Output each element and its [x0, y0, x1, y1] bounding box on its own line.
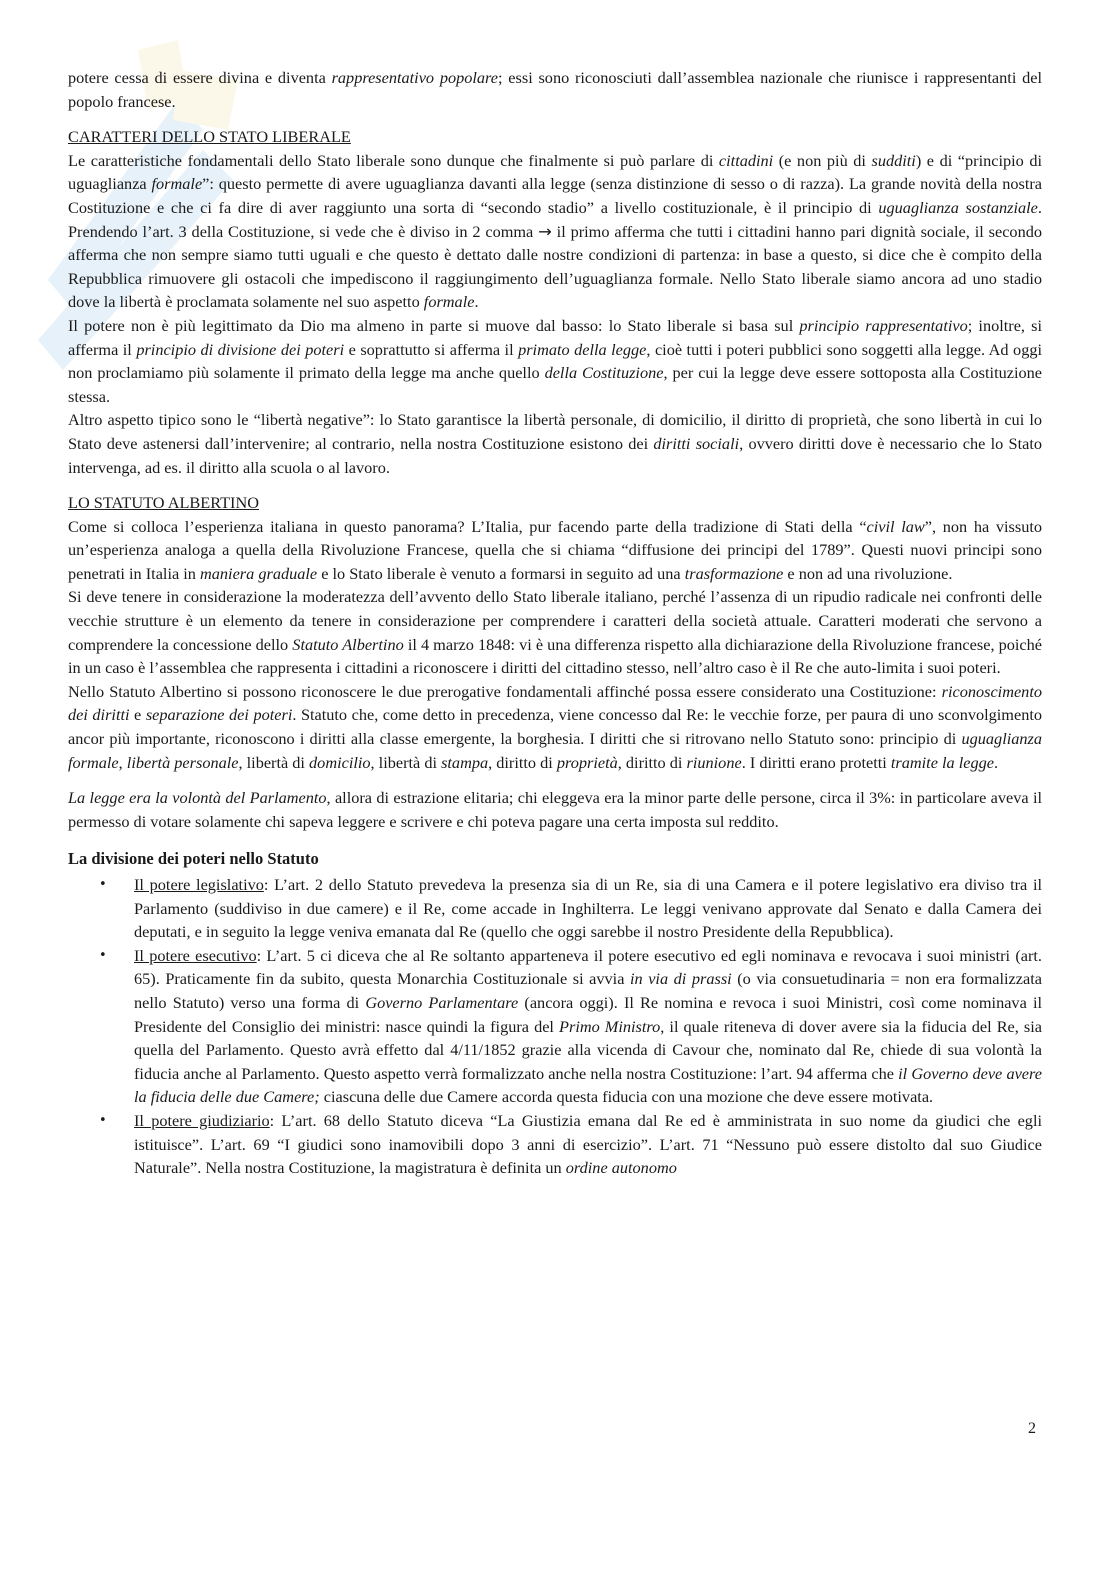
text-run: ; essi sono riconosciuti dall’assemblea nazionale che riunisce i rappresentanti del popolo francese. — [68, 68, 1042, 111]
text-run: il 4 marzo 1848: vi è una differenza rispetto alla dichiarazione della Rivoluzione francese, poiché in un caso è l’assemblea che rappresenta i cittadini a riconoscere i diritti del cittadino stesso, nell’altro caso è il Re che auto-limita i suoi poteri. — [68, 634, 1042, 678]
text-run: . — [993, 752, 999, 772]
text-run: , libertà di — [238, 752, 310, 772]
italic-text: stampa — [441, 752, 489, 772]
italic-text: sudditi — [871, 150, 916, 170]
italic-text: trasformazione — [684, 563, 784, 583]
text-run: ) e di “principio di uguaglianza — [68, 150, 1043, 194]
italic-text: ordine autonomo — [565, 1158, 677, 1178]
italic-text: civil law — [866, 516, 925, 536]
italic-text: riunione — [686, 752, 742, 772]
text-run: . Statuto che, come detto in precedenza, viene concesso dal Re: le vecchie forze, per paura di uno sconvolgimento ancor più importante, riconoscono i diritti alla classe emergente, la borghesia. I diritti che si ritrovano nello Statuto sono: principio di — [68, 705, 1043, 749]
italic-text: in via di prassi — [629, 969, 732, 989]
text-run: e soprattutto si afferma il — [344, 339, 519, 359]
text-run: (o via consuetudinaria = non era formalizzata nello Statuto) verso una forma di — [134, 969, 1042, 1012]
paragraph — [68, 680, 1042, 774]
text-run: Come si colloca l’esperienza italiana in questo panorama? L’Italia, pur facendo parte della tradizione di Stati della “ — [68, 516, 867, 536]
text-run: e lo Stato liberale è venuto a formarsi in seguito ad una — [317, 563, 685, 583]
italic-text: formale — [151, 174, 203, 194]
text-run: , per cui la legge deve essere sottoposta alla Costituzione stessa. — [68, 363, 1042, 406]
page-number: 2 — [1028, 1420, 1036, 1437]
text-run: . — [474, 292, 479, 312]
italic-text: formale — [423, 292, 475, 312]
italic-text: della Costituzione — [544, 363, 664, 383]
text-run: Nello Statuto Albertino si possono riconoscere le due prerogative fondamentali affinché possa essere considerato una Costituzione: — [68, 681, 942, 701]
section-heading: LO STATUTO ALBERTINO — [68, 493, 259, 513]
paragraph — [68, 314, 1042, 408]
italic-text: rappresentativo popolare — [331, 68, 499, 87]
underlined-term: Il potere esecutivo — [134, 945, 257, 965]
paragraph — [68, 66, 1042, 113]
italic-text: diritti sociali — [653, 433, 740, 453]
text-run: (e non più di — [773, 150, 872, 170]
text-run: ”: questo permette di avere uguaglianza davanti alla legge (senza distinzione di sesso o di razza). La grande novità della nostra Costituzione e che ci fa dire di aver raggiunto una sorta di “secondo stadio” a livello costituzionale, è il principio di — [68, 174, 1042, 217]
italic-text: domicilio — [309, 752, 371, 772]
text-run: Il potere non è più legittimato da Dio ma almeno in parte si muove dal basso: lo Stato liberale si basa sul — [68, 315, 800, 335]
text-run: , diritto di — [488, 752, 557, 772]
text-run: ; inoltre, si afferma il — [68, 315, 1043, 359]
bullet-icon: • — [99, 877, 107, 892]
text-run: , il quale riteneva di dover avere sia la fiducia del Re, sia quella del Parlamento. Questo avrà effetto dal 4/11/1852 grazie alla vicenda di Cavour che, nominato dal Re, chiede di sua volontà la fiducia anche al Parlamento. Questo aspetto verrà formalizzato anche nella nostra Costituzione: l’art. 94 afferma che — [134, 1016, 1042, 1083]
text-run: Altro aspetto tipico sono le “libertà negative”: lo Stato garantisce la libertà personale, di domicilio, il diritto di proprietà, che sono libertà in cui lo Stato deve astenersi dall’intervenire; al contrario, nella nostra Costituzione esistono dei — [68, 410, 1042, 453]
text-run: il primo afferma che tutti i cittadini hanno pari dignità sociale, il secondo afferma che non sempre siamo tutti uguali e che questo è dettato dalle nostre condizioni di partenza: in base a questo, si dice che è compito della Repubblica rimuovere gli ostacoli che impediscono il raggiungimento dell’uguaglianza formale. Nello Stato liberale siamo ancora ad uno stadio dove la libertà è proclamata solamente nel suo aspetto — [68, 221, 1042, 312]
italic-text: cittadini — [718, 150, 774, 170]
paragraph — [68, 585, 1042, 679]
italic-text: Statuto Albertino — [292, 634, 404, 654]
italic-text: separazione dei poteri — [145, 705, 293, 725]
document-page — [68, 66, 1042, 1180]
bullet-icon: • — [99, 947, 107, 963]
italic-text: il Governo deve avere la fiducia delle due Camere; — [134, 1063, 1042, 1107]
text-run: , diritto di — [617, 752, 687, 772]
subsection-heading: La divisione dei poteri nello Statuto — [68, 849, 319, 869]
italic-text: principio di divisione dei poteri — [136, 339, 345, 359]
italic-text: tramite la legge — [890, 752, 994, 772]
text-run: ”, non ha vissuto un’esperienza analoga a quella della Rivoluzione Francese, quella che si chiama “diffusione dei principi del 1789”. Questi nuovi principi sono penetrati in Italia in — [68, 516, 1042, 583]
list-item — [68, 944, 1042, 1109]
underlined-term: Il potere legislativo — [134, 875, 264, 894]
italic-text: uguaglianza formale — [68, 729, 1042, 772]
italic-text: uguaglianza sostanziale — [878, 197, 1038, 217]
bullet-icon: • — [99, 1112, 107, 1128]
text-run: : L’art. 5 ci diceva che al Re soltanto apparteneva il potere esecutivo ed egli nominava e revocava i suoi ministri (art. 65). Praticamente fin da subito, questa Monarchia Costituzionale si avvia — [134, 945, 1043, 989]
section-heading: CARATTERI DELLO STATO LIBERALE — [68, 127, 351, 147]
paragraph — [68, 149, 1042, 314]
paragraph — [68, 515, 1042, 586]
italic-text: proprietà — [556, 752, 618, 772]
arrow-right-icon: → — [538, 221, 552, 241]
text-run: : L’art. 2 dello Statuto prevedeva la presenza sia di un Re, sia di una Camera e il potere legislativo era diviso tra il Parlamento (suddiviso in due camere) e il Re, come accade in Inghilterra. Le leggi venivano approvate dal Senato e dalla Camera dei deputati, e in seguito la legge veniva emanata dal Re (quello che oggi sarebbe il nostro Presidente della Repubblica). — [134, 875, 1042, 942]
text-run: e — [129, 705, 146, 725]
text-run: . Prendendo l’art. 3 della Costituzione, si vede che è diviso in 2 comma — [68, 197, 1042, 241]
text-run: potere cessa di essere divina e diventa — [68, 68, 332, 87]
text-run: , — [118, 752, 127, 772]
italic-text: Primo Ministro — [559, 1016, 661, 1036]
text-run: Le caratteristiche fondamentali dello Stato liberale sono dunque che finalmente si può parlare di — [68, 150, 719, 170]
text-run: . I diritti erano protetti — [741, 752, 891, 772]
text-run: : L’art. 68 dello Statuto diceva “La Giustizia emana dal Re ed è amministrata in suo nome da giudici che egli istituisce”. L’art. 69 “I giudici sono inamovibili dopo 3 anni di esercizio”. L’art. 71 “Nessuno può essere distolto dal suo Giudice Naturale”. Nella nostra Costituzione, la magistratura è definita un — [134, 1110, 1042, 1178]
text-run: e non ad una rivoluzione. — [783, 563, 953, 583]
italic-text: libertà personale — [126, 752, 239, 772]
underlined-term: Il potere giudiziario — [134, 1110, 270, 1130]
text-run: Si deve tenere in considerazione la moderatezza dell’avvento dello Stato liberale italiano, perché l’assenza di un ripudio radicale nei confronti delle vecchie strutture è un elemento da tenere in considerazione per comprendere i caratteri della società attuale. Caratteri moderati che servono a comprendere la concessione dello — [68, 587, 1042, 654]
italic-text: principio rappresentativo — [799, 315, 968, 335]
text-run: , libertà di — [370, 752, 442, 772]
text-run: (ancora oggi). Il Re nomina e revoca i suoi Ministri, così come nominava il Presidente del Consiglio dei ministri: nasce quindi la figura del — [134, 992, 1042, 1036]
text-run: , cioè tutti i poteri pubblici sono soggetti alla legge. Ad oggi non proclamiamo più solamente il primato della legge ma anche quello — [68, 339, 1042, 383]
list-item — [68, 1109, 1042, 1180]
text-run: ciascuna delle due Camere accorda questa fiducia con una mozione che deve essere motivata. — [319, 1087, 934, 1107]
italic-text: riconoscimento dei diritti — [68, 681, 1042, 725]
bullet-list — [68, 873, 1042, 1180]
italic-text: primato della legge — [518, 339, 647, 359]
list-item — [68, 873, 1042, 944]
italic-text: La legge era la volontà del Parlamento — [68, 788, 327, 808]
text-run: , allora di estrazione elitaria; chi eleggeva era la minor parte delle persone, circa il 3%: in particolare aveva il permesso di votare solamente chi sapeva leggere e scrivere e chi poteva pagare una certa imposta sul reddito. — [68, 788, 1043, 831]
paragraph — [68, 408, 1042, 479]
paragraph — [68, 786, 1042, 833]
italic-text: Governo Parlamentare — [365, 992, 519, 1012]
italic-text: maniera graduale — [200, 563, 318, 583]
text-run: , ovvero diritti dove è necessario che lo Stato intervenga, ad es. il diritto alla scuola o al lavoro. — [68, 433, 1042, 477]
